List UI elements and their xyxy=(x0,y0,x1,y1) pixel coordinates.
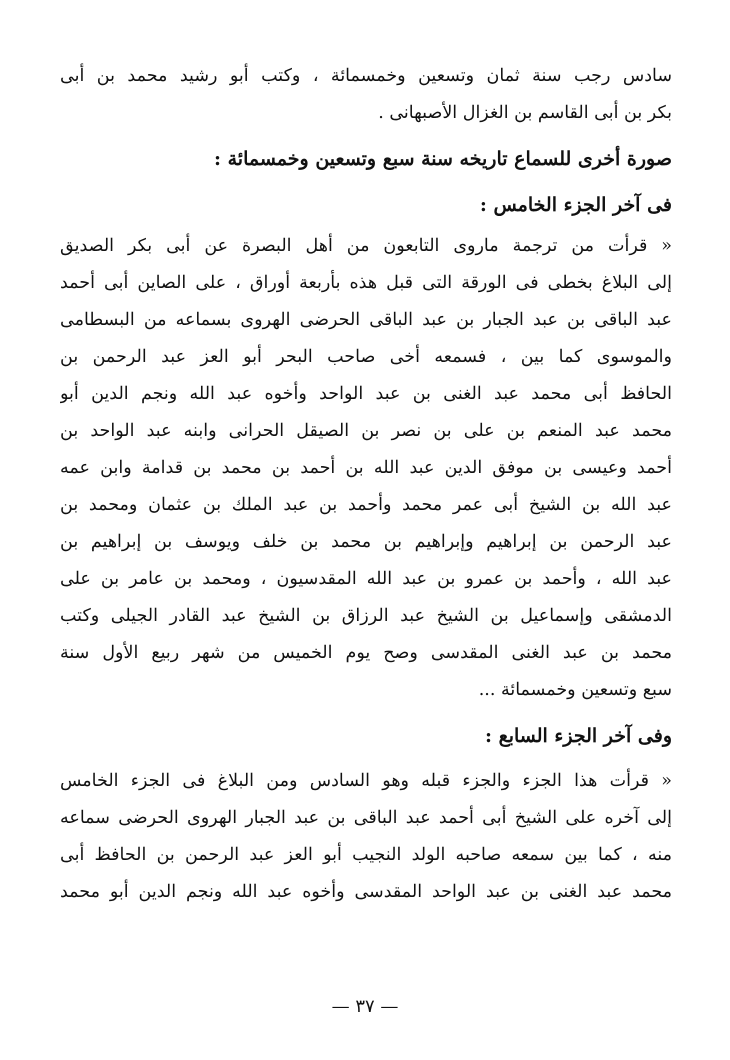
text-line: « قرأت هذا الجزء والجزء قبله وهو السادس ومن البلاغ فى الجزء الخامس xyxy=(60,771,672,791)
body-paragraph xyxy=(60,228,672,709)
text-line: الحافظ أبى محمد عبد الغنى بن عبد الواحد وأخوه عبد الله ونجم الدين أبو xyxy=(60,384,672,404)
section-heading: وفى آخر الجزء السابع : xyxy=(484,725,672,747)
section-heading: فى آخر الجزء الخامس : xyxy=(479,194,672,216)
text-line: الدمشقى وإسماعيل بن الشيخ عبد الرزاق بن الشيخ عبد القادر الجيلى وكتب xyxy=(60,606,672,626)
text-line: عبد الرحمن بن إبراهيم وإبراهيم بن محمد بن خلف ويوسف بن إبراهيم بن xyxy=(60,532,672,552)
text-line: إلى آخره على الشيخ أبى أحمد عبد الباقى بن عبد الجبار الهروى الحرضى سماعه xyxy=(60,808,672,828)
text-line: عبد الله بن الشيخ أبى عمر محمد وأحمد بن عبد الملك بن عثمان ومحمد بن xyxy=(60,495,672,515)
document-page xyxy=(60,58,672,911)
intro-paragraph xyxy=(60,58,672,132)
text-line: محمد عبد المنعم بن على بن نصر بن الصيقل الحرانى وابنه عبد الواحد بن xyxy=(60,421,672,441)
text-line: سبع وتسعين وخمسمائة ... xyxy=(478,680,672,700)
text-line: سادس رجب سنة ثمان وتسعين وخمسمائة ، وكتب أبو رشيد محمد بن أبى xyxy=(60,66,672,86)
text-line: محمد عبد الغنى بن عبد الواحد المقدسى وأخوه عبد الله ونجم الدين أبو محمد xyxy=(60,882,672,902)
text-line: محمد بن عبد الغنى المقدسى وصح يوم الخميس من شهر ربيع الأول سنة xyxy=(60,643,672,663)
text-line: إلى البلاغ بخطى فى الورقة التى قبل هذه بأربعة أوراق ، على الصاين أبى أحمد xyxy=(60,273,672,293)
body-paragraph xyxy=(60,763,672,911)
page-number: — ٣٧ — xyxy=(331,996,399,1017)
section-heading: صورة أخرى للسماع تاريخه سنة سبع وتسعين وخمسمائة : xyxy=(213,148,672,170)
text-line: بكر بن أبى القاسم بن الغزال الأصبهانى . xyxy=(378,103,672,123)
text-line: أحمد وعيسى بن موفق الدين عبد الله بن أحمد بن محمد بن قدامة وابن عمه xyxy=(60,458,672,478)
text-line: عبد الله ، وأحمد بن عمرو بن عبد الله المقدسيون ، ومحمد بن عامر بن على xyxy=(60,569,672,589)
text-line: والموسوى كما بين ، فسمعه أخى صاحب البحر أبو العز عبد الرحمن بن xyxy=(60,347,672,367)
text-line: « قرأت من ترجمة ماروى التابعون من أهل البصرة عن أبى بكر الصديق xyxy=(60,236,672,256)
text-line: منه ، كما بين سمعه صاحبه الولد النجيب أبو العز عبد الرحمن بن الحافظ أبى xyxy=(60,845,672,865)
text-line: عبد الباقى بن عبد الجبار بن عبد الباقى الحرضى الهروى بسماعه من البسطامى xyxy=(60,310,672,330)
